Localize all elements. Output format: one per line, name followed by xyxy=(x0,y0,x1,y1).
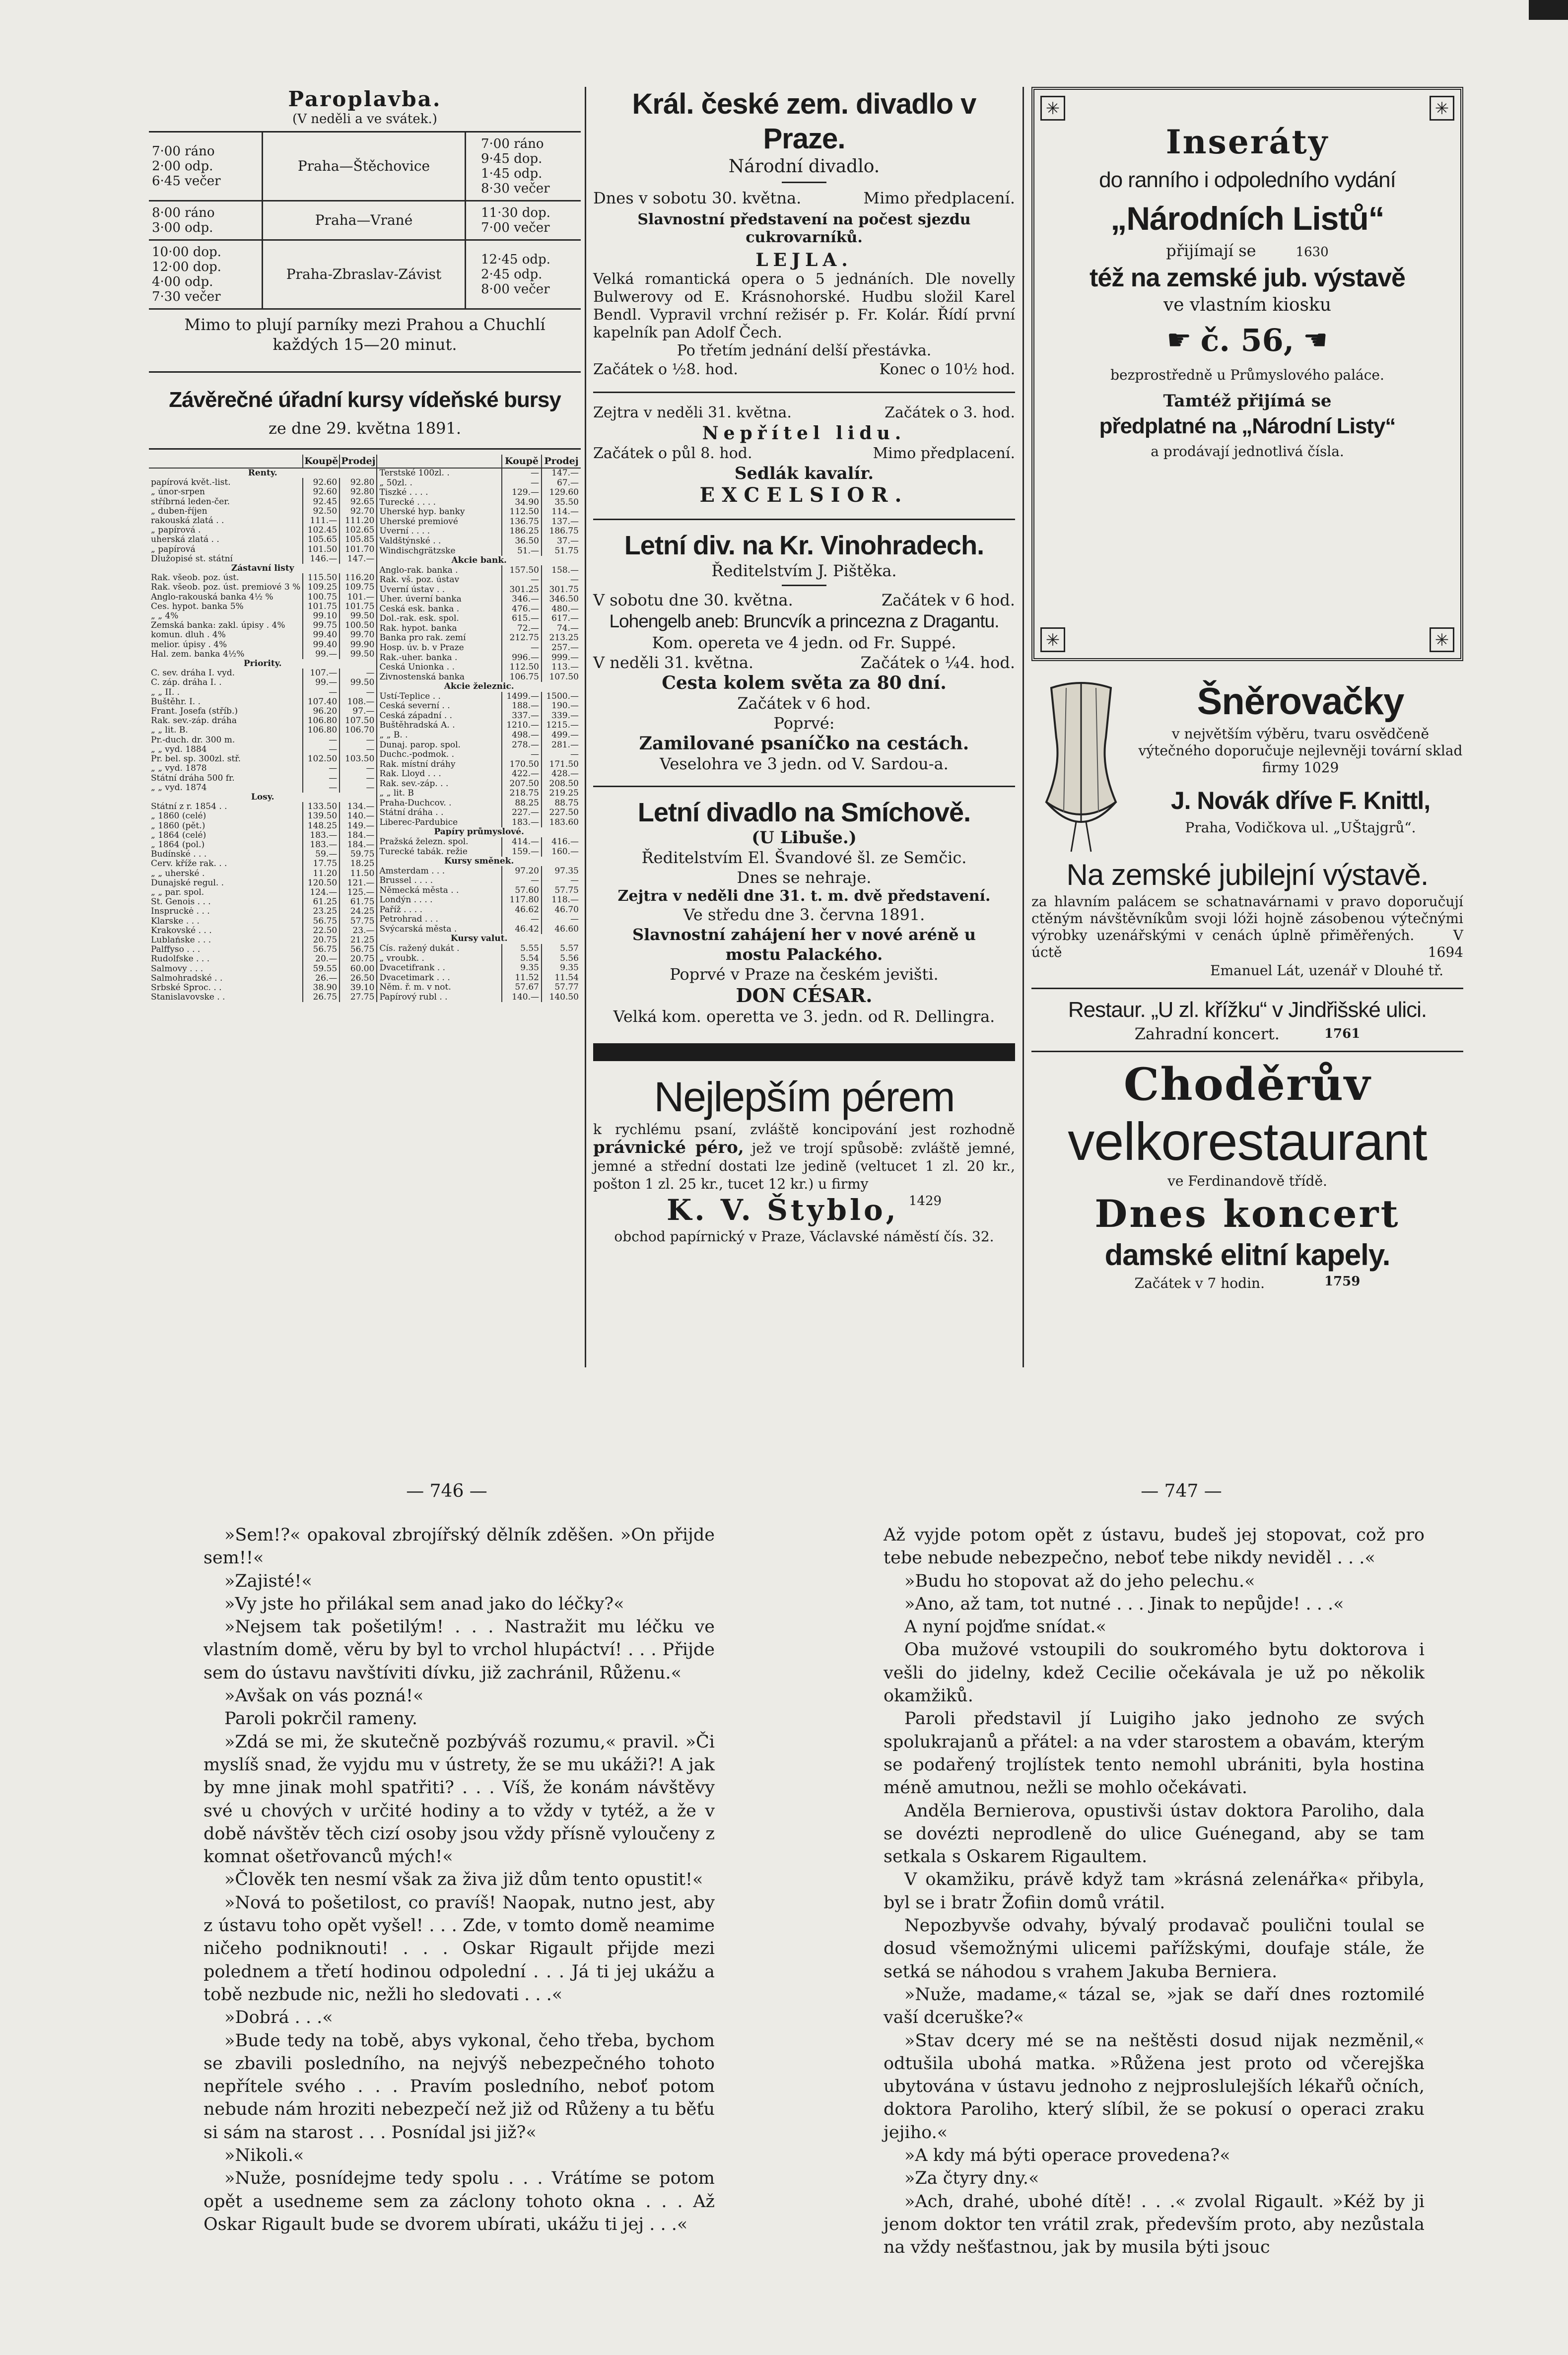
stock-row: Londýn . . . . 117.80 118.— xyxy=(377,895,581,905)
inserate-l2: „Národních Listů“ xyxy=(1110,200,1384,237)
column-1 xyxy=(149,87,581,1002)
vin-play-desc: Kom. opereta ve 4 jedn. od Fr. Suppé. xyxy=(652,633,956,652)
stock-row: Akcie bank. xyxy=(451,555,507,566)
stock-row: „ „ lit. B 218.75 219.25 xyxy=(377,789,581,799)
story-paragraph: »Nuže, madame,« tázal se, »jak se daří dnes roztomilé vaší dceruške?« xyxy=(884,1984,1425,2028)
stock-row: Dol.-rak. esk. spol. 615.— 617.— xyxy=(377,614,581,624)
stock-row: Terstské 100zl. . — 147.— xyxy=(377,468,581,478)
stock-row: rakouská zlatá . . 111.— 111.20 xyxy=(149,516,377,526)
stock-row: Uher. úverní banka 346.— 346.50 xyxy=(377,595,581,605)
boat-title: Paroplavba. xyxy=(288,87,442,111)
stock-row: melior. úpisy . 4% 99.40 99.90 xyxy=(149,640,377,650)
stock-row: Pr. bel. sp. 300zl. stř. 102.50 103.50 xyxy=(149,754,377,764)
start-end-line: Začátek o ½8. hod. Konec o 10½ hod. xyxy=(593,361,1015,378)
vin-start6b: Začátek v 6 hod. xyxy=(737,694,871,713)
stock-row: „ 1860 (celé) 139.50 140.— xyxy=(149,811,377,821)
page-corner-dark xyxy=(1529,0,1568,20)
stock-row: Kursy valut. xyxy=(450,934,508,944)
exhibition-text: za hlavním palácem se schatnavárnami v pravo doporučují ctěným návštěvníkům svoji lóži hojně zásobenou výtečnými výrobky uzenářskými v cenách úplně přiměřených. V úctě 1694 xyxy=(1031,893,1463,960)
vin-sun-line: V neděli 31. května. Začátek o ¼4. hod. xyxy=(593,653,1015,672)
stock-row: Palffyso . . . 56.75 56.75 xyxy=(149,945,377,954)
stock-row: „ 50zl. . — 67.— xyxy=(377,478,581,488)
stock-row: Česká západní . . 337.— 339.— xyxy=(377,711,581,721)
bourse-date: ze dne 29. května 1891. xyxy=(269,419,461,438)
corset-firm: J. Novák dříve F. Knittl, xyxy=(1170,787,1431,814)
story-paragraph: »Nejsem tak pošetilým! . . . Nastražit mu léčku ve vlastním domě, věru by byl to vrchol hlupáctví! . . . Přijde sem do ústavu navštíviti dívku, již zachránil, Růženu.« xyxy=(204,1617,715,1683)
page-number-right: — 747 — xyxy=(1141,1481,1222,1501)
smichov-opening: Slavnostní zahájení her v nové aréně u mostu Palackého. xyxy=(632,925,976,964)
stock-row: „ papírová . 102.45 102.65 xyxy=(149,526,377,535)
stock-row: Krakovské . . . 22.50 23.— xyxy=(149,926,377,936)
story-paragraph: »Avšak on vás pozná!« xyxy=(224,1686,424,1706)
stock-table-right: Koupě Prodej Terstské 100zl. . — 147.— „ 50zl. . — 67.— Tiszké . . . . 129.— 129.60 Turecké . . . . 34.90 35.50 Uherské hyp. banky 112.50 114.— Uherské premiové 136.75 137.— Úverní . . . . 186.25 186.75 Valdštýnské . . 36.50 37.— Windischgrätzske 51.— 51.75 Akcie bank. Anglo-rak. banka . 157.50 158.— Rak. vš. poz. ústav — — Úverní ústav . . 301.25 301.75 Uher. úverní banka 346.— 346.50 Česká esk. banka . 476.— 480.— Dol.-rak. esk. spol. 615.— 617.— Rak. hypot. banka 72.— 74.— Banka pro rak. zemí 212.75 213.25 Hosp. úv. b. v Praze — 257.— Rak.-uher. banka . 996.— 999.— Česká Unionka . . 112.50 113.— Živnostenská banka 106.75 107.50 Akcie železnic. Ústí-Teplice . . 1499.— 1500.— Česká severní . . 188.— 190.— Česká západní . . 337.— 339.— Buštěhradská A. . 1210.— 1215.— „ „ B. . 498.— 499.— Dunaj. parop. spol. 278.— 281.— Duchc.-podmok. . — — Rak. místní dráhy 170.50 171.50 Rak. Lloyd . . . 422.— 428.— Rak. sev.-záp. . . 207.50 208.50 „ „ lit. B 218.75 219.25 Praha-Duchcov. . 88.25 88.75 Státní dráha . . 227.— 227.50 Liberec-Pardubice 183.— 183.60 Papíry průmyslové. Pražská železn. spol. 414.— 416.— Turecké tabák. režie 159.— 160.— Kursy směnek. Amsterdam . . . 97.20 97.35 Brussel . . . . — — Německá města . . 57.60 57.75 Londýn . . . . 117.80 118.— Paříž . . . . 46.62 46.70 Petrohrad . . . — — Švýcarská města . 46.42 46.60 Kursy valut. Cís. ražený dukát . 5.55 5.57 „ vroubk. . 5.54 5.56 Dvacetifrank . . 9.35 9.35 Dvacetimark . . . 11.52 11.54 Něm. ř. m. v not. 57.67 57.77 Papírový rubl . . 140.— 140.50 xyxy=(377,455,581,1002)
corset-address: Praha, Vodičkova ul. „UŠtajgrů“. xyxy=(1185,819,1416,836)
stock-row: Turecké tabák. režie 159.— 160.— xyxy=(377,847,581,857)
choderuv-location: ve Ferdinandově třídě. xyxy=(1167,1173,1327,1189)
stock-row: Priority. xyxy=(243,659,282,669)
vin-sat-line: V sobotu dne 30. května. Začátek v 6 hod. xyxy=(593,591,1015,609)
stock-row: Zemská banka: zakl. úpisy . 4% 99.75 100.50 xyxy=(149,621,377,630)
smichov-today: Dnes se nehraje. xyxy=(737,868,872,887)
choderuv-today: Dnes koncert xyxy=(1094,1192,1400,1236)
story-paragraph: »Za čtyry dny.« xyxy=(904,2168,1039,2189)
stock-row: Červ. kříže rak. . . 17.75 18.25 xyxy=(149,859,377,869)
story-paragraph: »Nová to pošetilost, co pravíš! Naopak, nutno jest, aby z ústavu toho opět vyšel! . . . Zde, v tomto domě neamime ničeho podniknouti! . . . Oskar Rigault přijde mezi polednem a třetí hodinou odpolední . . . Já ti jej ukážu a tobě nezbude nic, nežli ho sledovati . . .« xyxy=(204,1892,715,2005)
stock-row: Česká severní . . 188.— 190.— xyxy=(377,701,581,711)
stock-row: Budínské . . . 59.— 59.75 xyxy=(149,850,377,859)
stock-row: „ „ par. spol. 124.— 125.— xyxy=(149,888,377,897)
stock-row: Úverní ústav . . 301.25 301.75 xyxy=(377,585,581,595)
stock-row: „ „ vyd. 1878 — — xyxy=(149,764,377,773)
story-paragraph: Až vyjde potom opět z ústavu, budeš jej stopovat, což pro tebe nebude nebezpečno, neboť tebe nikdy neviděl . . .« xyxy=(884,1525,1425,1568)
stock-row: Dvacetifrank . . 9.35 9.35 xyxy=(377,963,581,973)
vin-play3-desc: Veselohra ve 3 jedn. od V. Sardou-a. xyxy=(660,754,949,773)
stock-row: Rak. všeob. poz. úst. premiové 3 % 109.25 109.75 xyxy=(149,583,377,592)
stock-row: Hal. zem. banka 4½% 99.— 99.50 xyxy=(149,650,377,659)
stock-row: Německá města . . 57.60 57.75 xyxy=(377,886,581,896)
boat-row: 10·00 dop. 12·00 dop. 4·00 odp. 7·30 večer Praha-Zbraslav-Závist 12·45 odp. 2·45 odp. 8·00 večer xyxy=(149,240,581,309)
stock-row: Uherské hyp. banky 112.50 114.— xyxy=(377,507,581,517)
stock-row: Rak. sev.-záp. dráha 106.80 107.50 xyxy=(149,716,377,726)
story-paragraph: »Bude tedy na tobě, abys vykonal, čeho třeba, bychom se zbavili posledního, na nejvýš nebezpečného tohoto nepřítele svého . . . Pravím posledního, neboť potom nebude nám hroziti nebezpečí než již od Růženy a tu běťu si sám na starost . . . Posnídal jsi již?« xyxy=(204,2030,715,2143)
ornament-corner: ✳ xyxy=(1430,627,1454,652)
story-paragraph: Oba mužové vstoupili do soukromého bytu doktorova i vešli do jidelny, kdež Cecilie očekávala je už po několik okamžiků. xyxy=(884,1640,1425,1706)
column-3 xyxy=(1031,87,1463,1293)
column-divider xyxy=(585,87,586,1367)
stock-row: Č. záp. dráha I. . 99.— 99.50 xyxy=(149,678,377,687)
corset-title: Šněrovačky xyxy=(1197,680,1404,723)
stock-row: Čes. hypot. banka 5% 101.75 101.75 xyxy=(149,602,377,611)
stock-row: Pražská železn. spol. 414.— 416.— xyxy=(377,837,581,847)
stock-row: uherská zlatá . . 105.65 105.85 xyxy=(149,535,377,544)
page-number-left: — 746 — xyxy=(406,1481,487,1501)
stock-row: Státní dráha 500 fr. — — xyxy=(149,774,377,783)
stock-row: Něm. ř. m. v not. 57.67 57.77 xyxy=(377,983,581,993)
stock-row: Liberec-Pardubice 183.— 183.60 xyxy=(377,818,581,828)
story-paragraph: »Člověk ten nesmí však za živa již dům tento opustit!« xyxy=(224,1870,703,1890)
boat-subtitle: (V neděli a ve svátek.) xyxy=(292,112,437,127)
stock-row: Inspruckė . . . 23.25 24.25 xyxy=(149,907,377,916)
story-paragraph: »Nikoli.« xyxy=(224,2146,304,2166)
stock-row: „ 1864 (pol.) 183.— 184.— xyxy=(149,840,377,850)
smichov-play: DON CÉSAR. xyxy=(736,984,873,1007)
stock-row: Buštěhr. I. . 107.40 108.— xyxy=(149,697,377,707)
story-paragraph: Paroli představil jí Luigiho jako jednoho ze svých spolukrajanů a přátel: a na vder starostem a obavám, kterým se podařený trojlístek tento nemohl ubrániti, byla hostina méně amutnou, nežli se mohlo očekávati. xyxy=(884,1709,1425,1798)
stock-row: Pr.-duch. dr. 300 m. — — xyxy=(149,736,377,745)
stock-row: Petrohrad . . . — — xyxy=(377,915,581,925)
ornament-corner: ✳ xyxy=(1430,96,1454,121)
play-sedlak: Sedlák kavalír. xyxy=(734,464,874,483)
corset-text: v největším výběru, tvaru osvědčeně výtečného doporučuje nejlevněji tovární sklad firmy 1029 xyxy=(1138,726,1463,776)
story-paragraph: »Ano, až tam, tot nutné . . . Jinak to nepůjde! . . .« xyxy=(904,1594,1344,1614)
stock-row: Buštěhradská A. . 1210.— 1215.— xyxy=(377,721,581,731)
stock-row: „ „ uherské . 11.20 11.50 xyxy=(149,869,377,878)
story-paragraph: Nepozbyvše odvahy, bývalý prodavač poulični toulal se dosud všemožnými ulicemi pařížskými, doufaje stále, že setká se náhodou s vrahem Jakuba Berniera. xyxy=(884,1916,1425,1982)
stock-row: Rak. sev.-záp. . . 207.50 208.50 xyxy=(377,779,581,789)
vin-play2: Cesta kolem světa za 80 dní. xyxy=(662,673,947,693)
stock-row: Úverní . . . . 186.25 186.75 xyxy=(377,527,581,537)
stock-row: Papírový rubl . . 140.— 140.50 xyxy=(377,993,581,1003)
sun-line: Zejtra v neděli 31. května. Začátek o 3. hod. xyxy=(593,404,1015,421)
stock-tables xyxy=(149,455,581,1002)
stock-row: Praha-Duchcov. . 88.25 88.75 xyxy=(377,799,581,808)
stock-row: Dvacetimark . . . 11.52 11.54 xyxy=(377,973,581,983)
stock-row: Rak. všeob. poz. úst. 115.50 116.20 xyxy=(149,573,377,583)
story-paragraph: V okamžiku, právě když tam »krásná zelenářka« přibyla, byl se i bratr Žofiin domů vrátil. xyxy=(884,1870,1425,1913)
column-2 xyxy=(593,87,1015,1247)
exhibition-title: Na zemské jubilejní výstavě. xyxy=(1066,858,1429,891)
ornament-corner: ✳ xyxy=(1040,96,1065,121)
vin-play: Lohengelb aneb: Bruncvík a princezna z Dragantu. xyxy=(609,611,999,631)
hand-pointer-icon: ☛ xyxy=(1303,324,1328,356)
stock-row: papírová květ.-list. 92.60 92.80 xyxy=(149,478,377,487)
story-paragraph: »Ach, drahé, ubohé dítě! . . .« zvolal Rigault. »Kéž by ji jenom doktor ten vrátil zrak, především proto, aby nezůstala na vždy nešťastnou, jak by musila býti jsouc xyxy=(884,2191,1425,2258)
stock-row: Státní z r. 1854 . . 133.50 134.— xyxy=(149,802,377,811)
stock-row: Tiszké . . . . 129.— 129.60 xyxy=(377,488,581,498)
stock-row: Anglo-rak. banka . 157.50 158.— xyxy=(377,565,581,575)
column-divider xyxy=(1023,87,1024,1367)
stock-row: Rudolfske . . . 20.— 20.75 xyxy=(149,954,377,964)
pen-text: k rychlému psaní, zvláště koncipování jest rozhodně právnické péro, jež ve trojí spůsobě: zvláště jemné, jemné a střední dostati lze jedině (veltucet 1 zl. 20 kr., pošton 1 zl. 25 kr., tucet 12 kr.) u firmy xyxy=(593,1121,1015,1192)
smichov-tomorrow: Zejtra v neděli dne 31. t. m. dvě představení. xyxy=(617,887,991,905)
stock-row: Klarske . . . 56.75 57.75 xyxy=(149,917,377,926)
stock-row: Turecké . . . . 34.90 35.50 xyxy=(377,498,581,508)
stock-row: „ „ vyd. 1874 — — xyxy=(149,783,377,793)
stock-row: St. Genois . . . 61.25 61.75 xyxy=(149,897,377,907)
story-paragraph: »A kdy má býti operace provedena?« xyxy=(904,2146,1230,2166)
stock-row: Srbské Šproc. . . 38.90 39.10 xyxy=(149,983,377,993)
hand-pointer-icon: ☛ xyxy=(1166,324,1192,356)
stock-row: Lublańske . . . 20.75 21.25 xyxy=(149,936,377,945)
stock-row: Rak.-uher. banka . 996.— 999.— xyxy=(377,653,581,663)
stock-row: Papíry průmyslové. xyxy=(434,827,524,837)
choderuv-band: damské elitní kapely. xyxy=(1104,1238,1390,1272)
story-paragraph: »Budu ho stopovat až do jeho pelechu.« xyxy=(904,1571,1255,1591)
stock-row: Stanislavovske . . 26.75 27.75 xyxy=(149,993,377,1002)
stock-row: „ „ vyd. 1884 — — xyxy=(149,745,377,754)
stock-row: Duchc.-podmok. . — — xyxy=(377,750,581,760)
story-paragraph: Anděla Bernierova, opustivši ústav doktora Paroliho, dala se dovézti neprodleně do ulice Guénegand, aby se tam setkala s Oskarem Rigaultem. xyxy=(884,1801,1425,1867)
story-paragraph: »Dobrá . . .« xyxy=(224,2008,333,2028)
stock-row: komun. dluh . 4% 99.40 99.70 xyxy=(149,630,377,640)
stock-row: „ „ B. . 498.— 499.— xyxy=(377,731,581,740)
pen-firm-row: K. V. Štyblo, 1429 xyxy=(666,1193,942,1227)
stock-row: Rak. Lloyd . . . 422.— 428.— xyxy=(377,769,581,779)
stock-row: Rak. vš. poz. ústav — — xyxy=(377,575,581,585)
ornament-corner: ✳ xyxy=(1040,627,1065,652)
boat-note: Mimo to plují parníky mezi Prahou a Chuchlí každých 15—20 minut. xyxy=(184,315,545,354)
stock-row: Č. sev. dráha I. vyd. 107.— — xyxy=(149,669,377,678)
opera-title: LEJLA. xyxy=(755,250,853,270)
choderuv-sub: velkorestaurant xyxy=(1068,1111,1427,1171)
inserate-title: Inseráty xyxy=(1165,123,1329,161)
stock-row: Losy. xyxy=(251,792,274,802)
smichov-first: Poprvé v Praze na českém jevišti. xyxy=(670,965,939,984)
vin-poprve: Poprvé: xyxy=(773,714,835,733)
choderuv-title: Choděrův xyxy=(1123,1058,1371,1111)
story-paragraph: »Zajisté!« xyxy=(224,1571,312,1591)
stock-row: „ únor-srpen 92.60 92.80 xyxy=(149,487,377,497)
inserate-ad xyxy=(1031,87,1463,661)
stock-row: Rak. místní dráhy 170.50 171.50 xyxy=(377,759,581,769)
story-paragraph: »Sem!?« opakoval zbrojířský dělník zděšen. »On přijde sem!!« xyxy=(204,1525,715,1568)
stock-row: „ vroubk. . 5.54 5.56 xyxy=(377,953,581,963)
stock-row: Frant. Josefa (stříb.) 96.20 97.— xyxy=(149,707,377,716)
play-excelsior: EXCELSIOR. xyxy=(699,483,909,507)
stock-row: Ústí-Teplice . . 1499.— 1500.— xyxy=(377,692,581,702)
stock-row: Banka pro rak. zemí 212.75 213.25 xyxy=(377,633,581,643)
inserate-l1: do ranního i odpoledního vydání xyxy=(1099,168,1396,192)
stock-row: Akcie železnic. xyxy=(444,682,514,692)
stock-row: Cís. ražený dukát . 5.55 5.57 xyxy=(377,944,581,954)
inserate-accept-row: přijímají se 1630 xyxy=(1166,241,1329,260)
stock-row: Uherské premiové 136.75 137.— xyxy=(377,517,581,527)
play-enemy: Nepřítel lidu. xyxy=(702,423,906,444)
stock-row: Švýcarská města . 46.42 46.60 xyxy=(377,925,581,935)
stock-row: Brussel . . . . — — xyxy=(377,876,581,886)
corset-icon xyxy=(1031,678,1131,857)
story-paragraph: »Nuže, posnídejme tedy spolu . . . Vrátíme se potom opět a usedneme sem za záclony tohoto okna . . . Až Oskar Rigault bude se dvorem ubírati, ukážu ti jej . . .« xyxy=(204,2168,715,2234)
restaurant-title: Restaur. „U zl. křížku“ v Jindřišské ulici. xyxy=(1068,998,1427,1022)
stock-row: Windischgrätzske 51.— 51.75 xyxy=(377,546,581,556)
stock-row: „ papírová 101.50 101.70 xyxy=(149,545,377,554)
stock-row: Dunajské regul. . 120.50 121.— xyxy=(149,878,377,888)
opera-desc: Velká romantická opera o 5 jednáních. Dle novelly Bulwerovy od E. Krásnohorské. Hudbu složil Karel Bendl. Vypravil vrchní režisér p. Fr. Kolár. Řídí první kapelník pan Adolf Čech. xyxy=(593,270,1015,341)
stock-row: Amsterdam . . . 97.20 97.35 xyxy=(377,866,581,876)
smichov-sub: (U Libuše.) xyxy=(751,828,857,848)
story-paragraph: Paroli pokrčil rameny. xyxy=(224,1709,417,1729)
stock-row: „ 1864 (celé) 183.— 184.— xyxy=(149,831,377,840)
kiosk-row: ☛ č. 56, ☛ xyxy=(1166,322,1328,358)
stock-row: Renty. xyxy=(248,468,277,478)
theater-title: Král. české zem. divadlo v Praze. xyxy=(632,88,976,155)
stock-row: Státní dráha . . 227.— 227.50 xyxy=(377,808,581,818)
stock-row: Zástavní listy xyxy=(231,564,294,574)
stock-row: Česká Unionka . . 112.50 113.— xyxy=(377,663,581,673)
sat-line: Dnes v sobotu 30. května. Mimo předplacení. xyxy=(593,189,1015,207)
stock-table-left: Koupě Prodej Renty. papírová květ.-list. 92.60 92.80 „ únor-srpen 92.60 92.80 stříbrná leden-čer. 92.45 92.65 „ duben-říjen 92.50 92.70 rakouská zlatá . . 111.— 111.20 „ papírová . 102.45 102.65 uherská zlatá . . 105.65 105.85 „ papírová 101.50 101.70 Dlužopisé st. státní 146.— 147.— Zástavní listy Rak. všeob. poz. úst. 115.50 116.20 Rak. všeob. poz. úst. premiové 3 % 109.25 109.75 Anglo-rakouská banka 4½ % 100.75 101.— Čes. hypot. banka 5% 101.75 101.75 „ „ 4% 99.10 99.50 Zemská banka: zakl. úpisy . 4% 99.75 100.50 komun. dluh . 4% 99.40 99.70 melior. úpisy . 4% 99.40 99.90 Hal. zem. banka 4½% 99.— 99.50 Priority. Č. sev. dráha I. vyd. 107.— — Č. záp. dráha I. . 99.— 99.50 „ „ II. . — — Buštěhr. I. . 107.40 108.— Frant. Josefa (stříb.) 96.20 97.— Rak. sev.-záp. dráha 106.80 107.50 „ „ lit. B. 106.80 106.70 Pr.-duch. dr. 300 m. — — „ „ vyd. 1884 — — Pr. bel. sp. 300zl. stř. 102.50 103.50 „ „ vyd. 1878 — — Státní dráha 500 fr. — — „ „ vyd. 1874 — — Losy. Státní z r. 1854 . . 133.50 134.— „ 1860 (celé) 139.50 140.— „ 1860 (pět.) 148.25 149.— „ 1864 (celé) 183.— 184.— „ 1864 (pol.) 183.— 184.— Budínské . . . 59.— 59.75 Červ. kříže rak. . . 17.75 18.25 „ „ uherské . 11.20 11.50 Dunajské regul. . 120.50 121.— „ „ par. spol. 124.— 125.— St. Genois . . . 61.25 61.75 Inspruckė . . . 23.25 24.25 Klarske . . . 56.75 57.75 Krakovské . . . 22.50 23.— Lublańske . . . 20.75 21.25 Palffyso . . . 56.75 56.75 Rudolfske . . . 20.— 20.75 Salmovy . . . 59.55 60.00 Salmohradské . . 26.— 26.50 Srbské Šproc. . . 38.90 39.10 Stanislavovske . . 26.75 27.75 xyxy=(149,455,377,1002)
stock-row: Anglo-rakouská banka 4½ % 100.75 101.— xyxy=(149,593,377,602)
inserate-l10: a prodávají jednotlivá čísla. xyxy=(1151,443,1344,460)
choderuv-start-row: Začátek v 7 hodin. 1759 xyxy=(1134,1274,1361,1291)
stock-row: Hosp. úv. b. v Praze — 257.— xyxy=(377,643,581,653)
boat-row: 7·00 ráno 2·00 odp. 6·45 večer Praha—Štěchovice 7·00 ráno 9·45 dop. 1·45 odp. 8·30 večer xyxy=(149,133,581,201)
story-paragraph: »Stav dcery mé se na neštěsti dosud nijak nezměnil,« odtušila ubohá matka. »Růžena jest proto od včerejška ubytována v ústavu jednoho z nejproslulejších lékařů očních, doktora Paroliho, který slíbil, že se pokusí o operaci zraku jejiho.« xyxy=(884,2030,1425,2143)
pen-title: Nejlepším pérem xyxy=(654,1074,954,1120)
smichov-title: Letní divadlo na Smíchově. xyxy=(637,798,971,827)
evening-line: Začátek o půl 8. hod. Mimo předplacení. xyxy=(593,445,1015,462)
inserate-l9: předplatné na „Národní Listy“ xyxy=(1099,414,1396,438)
smichov-dir: Ředitelstvím El. Švandové šl. ze Semčic. xyxy=(641,848,967,867)
pen-address: obchod papírnický v Praze, Václavské náměstí čís. 32. xyxy=(614,1228,994,1245)
inserate-l7: bezprostředně u Průmyslového paláce. xyxy=(1110,367,1384,383)
stock-row: Salmohradské . . 26.— 26.50 xyxy=(149,974,377,983)
story-paragraph: »Vy jste ho přilákal sem anad jako do léčky?« xyxy=(224,1594,624,1614)
vin-play3: Zamilované psaníčko na cestách. xyxy=(639,733,969,754)
restaurant-sub-row: Zahradní koncert. 1761 xyxy=(1134,1024,1361,1043)
stock-row: Rak. hypot. banka 72.— 74.— xyxy=(377,624,581,634)
stock-row: Česká esk. banka . 476.— 480.— xyxy=(377,605,581,614)
corset-ad xyxy=(1031,678,1463,857)
stock-row: „ duben-říjen 92.50 92.70 xyxy=(149,507,377,516)
vinohrady-director: Ředitelstvím J. Pištěka. xyxy=(711,561,897,580)
smichov-wed: Ve středu dne 3. června 1891. xyxy=(683,905,925,924)
vinohrady-title: Letní div. na Kr. Vinohradech. xyxy=(624,531,984,560)
stock-row: „ „ II. . — — xyxy=(149,688,377,697)
stock-row: „ „ 4% 99.10 99.50 xyxy=(149,611,377,621)
inserate-l5: ve vlastním kiosku xyxy=(1163,295,1332,315)
story-column-left xyxy=(204,1524,715,2236)
exhibition-sign: Emanuel Lát, uzenář v Dlouhé tř. xyxy=(1210,962,1443,979)
stock-row: stříbrná leden-čer. 92.45 92.65 xyxy=(149,497,377,507)
smichov-play-desc: Velká kom. operetta ve 3. jedn. od R. Dellingra. xyxy=(613,1007,995,1026)
black-band xyxy=(593,1043,1015,1061)
story-column-right xyxy=(884,1524,1425,2259)
boat-timetable xyxy=(149,133,581,310)
national-theater: Národní divadlo. xyxy=(728,156,880,177)
inserate-l8: Tamtéž přijímá se xyxy=(1163,391,1332,411)
stock-row: „ 1860 (pět.) 148.25 149.— xyxy=(149,821,377,831)
stock-row: Dlužopisé st. státní 146.— 147.— xyxy=(149,554,377,564)
opera-note: Po třetím jednání delší přestávka. xyxy=(677,342,932,359)
bourse-title: Závěrečné úřadní kursy vídeňské bursy xyxy=(169,388,561,412)
stock-row: Salmovy . . . 59.55 60.00 xyxy=(149,964,377,974)
stock-row: Valdštýnské . . 36.50 37.— xyxy=(377,537,581,546)
stock-row: „ „ lit. B. 106.80 106.70 xyxy=(149,726,377,735)
story-paragraph: »Zdá se mi, že skutečně pozbýváš rozumu,« pravil. »Či myslíš snad, že vyjdu mu v ústrety, že se mu ukáži?! A jak by mne jinak mohl spatřiti? . . . Víš, že konám návštěvy své u chových v určité hodiny a to vždy v tytéž, a že v době návštěv těch cizí osoby jsou vždy přísně vyloučeny z komnat ošetřovanců mých!« xyxy=(204,1732,715,1867)
stock-row: Živnostenská banka 106.75 107.50 xyxy=(377,673,581,682)
story-paragraph: A nyní pojďme snídat.« xyxy=(904,1617,1106,1637)
stock-row: Dunaj. parop. spol. 278.— 281.— xyxy=(377,740,581,750)
boat-row: 8·00 ráno 3·00 odp. Praha—Vrané 11·30 dop. 7·00 večer xyxy=(149,201,581,240)
inserate-l4: též na zemské jub. výstavě xyxy=(1090,264,1405,292)
special-performance: Slavnostní představení na počest sjezdu cukrovarníků. xyxy=(637,211,971,246)
stock-row: Kursy směnek. xyxy=(444,856,514,867)
stock-row: Paříž . . . . 46.62 46.70 xyxy=(377,905,581,915)
